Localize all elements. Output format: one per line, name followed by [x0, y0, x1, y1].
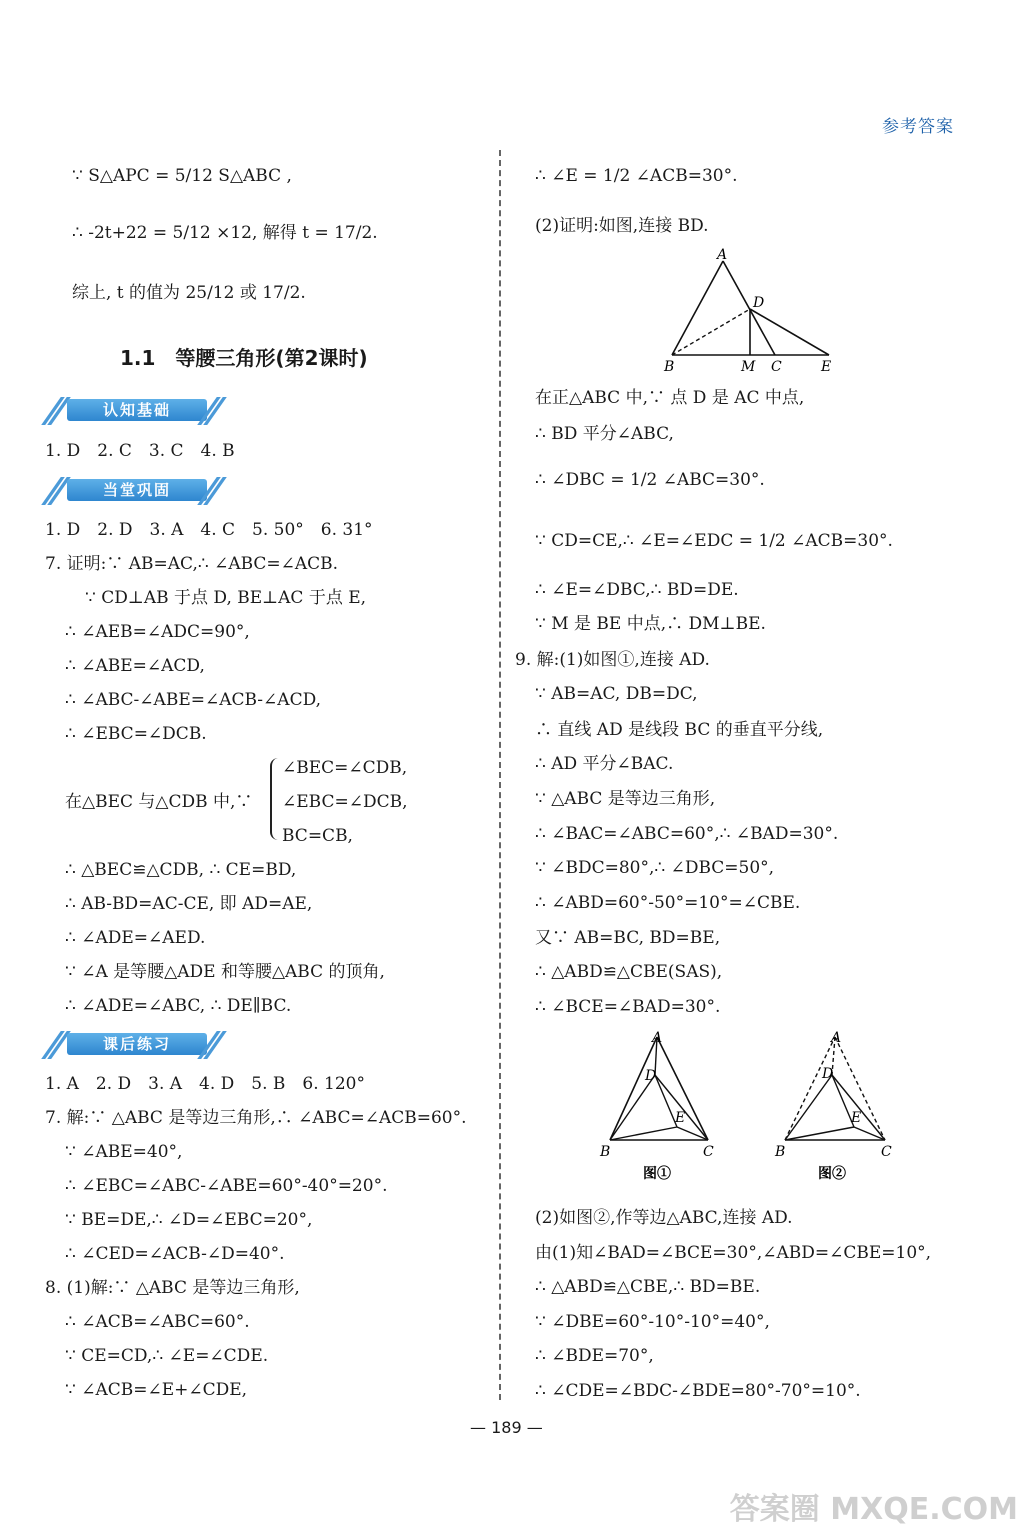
banner-after-class: [45, 1031, 217, 1059]
page-number: — 189 —: [470, 1418, 543, 1437]
text-line: ∴ ∠E = 1/2 ∠ACB=30°.: [535, 166, 738, 186]
text-line: ∴ AD 平分∠BAC.: [535, 754, 674, 774]
section-title: 1.1 等腰三角形(第2课时): [120, 346, 368, 370]
watermark: 答案圈 MXQE.COM: [729, 1492, 1018, 1527]
banner-basic: [45, 397, 217, 425]
text-line: 7. 证明:∵ AB=AC,∴ ∠ABC=∠ACB.: [45, 554, 339, 574]
column-divider: [499, 150, 501, 1400]
text-line: 1. D 2. C 3. C 4. B: [45, 441, 235, 461]
banner-practice: [45, 477, 217, 505]
brace: [270, 758, 280, 840]
text-line: ∴ 直线 AD 是线段 BC 的垂直平分线,: [535, 720, 824, 740]
header-label: 参考答案: [882, 117, 954, 137]
text-line: ∠BEC=∠CDB,: [282, 758, 408, 778]
text-line: ∴ BD 平分∠ABC,: [535, 424, 674, 444]
point-label: B: [664, 359, 675, 375]
point-label: E: [821, 359, 832, 375]
text-line: 在△BEC 与△CDB 中,∵: [65, 792, 253, 812]
text-line: 9. 解:(1)如图①,连接 AD.: [515, 650, 710, 670]
text-line: ∴ AB-BD=AC-CE, 即 AD=AE,: [65, 894, 313, 914]
text-line: 又∵ AB=BC, BD=BE,: [535, 928, 721, 948]
text-line: ∴ ∠ADE=∠AED.: [65, 928, 206, 948]
text-line: ∵ S△APC = 5/12 S△ABC ,: [72, 166, 292, 186]
text-line: ∴ ∠ABC-∠ABE=∠ACB-∠ACD,: [65, 690, 322, 710]
point-label: A: [652, 1030, 663, 1046]
text-line: 1. D 2. D 3. A 4. C 5. 50° 6. 31°: [45, 520, 373, 540]
text-line: ∴ ∠ACB=∠ABC=60°.: [65, 1312, 250, 1332]
text-line: 综上, t 的值为 25/12 或 17/2.: [72, 283, 306, 303]
figure-two-triangles: [595, 1030, 905, 1185]
point-label: D: [753, 295, 765, 311]
point-label: D: [822, 1066, 834, 1082]
point-label: M: [741, 359, 756, 375]
text-line: ∴ ∠EBC=∠ABC-∠ABE=60°-40°=20°.: [65, 1176, 388, 1196]
text-line: ∵ BE=DE,∴ ∠D=∠EBC=20°,: [65, 1210, 313, 1230]
point-label: C: [771, 359, 782, 375]
text-line: ∴ △ABD≌△CBE(SAS),: [535, 962, 723, 982]
text-line: ∴ △ABD≌△CBE,∴ BD=BE.: [535, 1277, 761, 1297]
text-line: ∴ ∠DBC = 1/2 ∠ABC=30°.: [535, 470, 765, 490]
text-line: ∠EBC=∠DCB,: [282, 792, 408, 812]
text-line: 在正△ABC 中,∵ 点 D 是 AC 中点,: [535, 388, 805, 408]
text-line: ∴ ∠CED=∠ACB-∠D=40°.: [65, 1244, 285, 1264]
text-line: 7. 解:∵ △ABC 是等边三角形,∴ ∠ABC=∠ACB=60°.: [45, 1108, 467, 1128]
text-line: (2)如图②,作等边△ABC,连接 AD.: [535, 1208, 793, 1228]
text-line: ∵ ∠DBE=60°-10°-10°=40°,: [535, 1312, 770, 1332]
text-line: ∴ -2t+22 = 5/12 ×12, 解得 t = 17/2.: [72, 223, 378, 243]
text-line: ∴ ∠AEB=∠ADC=90°,: [65, 622, 250, 642]
point-label: E: [851, 1110, 862, 1126]
banner-label: 认知基础: [67, 399, 207, 421]
text-line: ∴ △BEC≌△CDB, ∴ CE=BD,: [65, 860, 297, 880]
point-label: C: [881, 1144, 892, 1160]
text-line: ∴ ∠ABE=∠ACD,: [65, 656, 205, 676]
point-label: E: [675, 1110, 686, 1126]
point-label: A: [717, 247, 728, 263]
text-line: 8. (1)解:∵ △ABC 是等边三角形,: [45, 1278, 300, 1298]
text-line: ∴ ∠BAC=∠ABC=60°,∴ ∠BAD=30°.: [535, 824, 839, 844]
point-label: D: [645, 1068, 657, 1084]
text-line: 1. A 2. D 3. A 4. D 5. B 6. 120°: [45, 1074, 365, 1094]
text-line: ∴ ∠CDE=∠BDC-∠BDE=80°-70°=10°.: [535, 1381, 861, 1401]
text-line: ∵ △ABC 是等边三角形,: [535, 789, 716, 809]
point-label: A: [831, 1030, 842, 1046]
text-line: ∵ CD=CE,∴ ∠E=∠EDC = 1/2 ∠ACB=30°.: [535, 531, 893, 551]
point-label: B: [775, 1144, 786, 1160]
text-line: ∴ ∠BDE=70°,: [535, 1346, 654, 1366]
text-line: ∵ AB=AC, DB=DC,: [535, 684, 698, 704]
text-line: ∵ M 是 BE 中点,∴ DM⊥BE.: [535, 614, 766, 634]
point-label: C: [703, 1144, 714, 1160]
figure-caption: 图①: [643, 1166, 671, 1182]
text-line: ∵ ∠BDC=80°,∴ ∠DBC=50°,: [535, 858, 775, 878]
text-line: ∵ ∠ABE=40°,: [65, 1142, 183, 1162]
text-line: BC=CB,: [282, 826, 353, 846]
text-line: ∴ ∠E=∠DBC,∴ BD=DE.: [535, 580, 739, 600]
point-label: B: [600, 1144, 611, 1160]
text-line: ∵ ∠A 是等腰△ADE 和等腰△ABC 的顶角,: [65, 962, 385, 982]
text-line: ∵ CD⊥AB 于点 D, BE⊥AC 于点 E,: [85, 588, 367, 608]
figure-triangle-abc-e: [655, 245, 995, 380]
text-line: ∵ ∠ACB=∠E+∠CDE,: [65, 1380, 248, 1400]
text-line: 由(1)知∠BAD=∠BCE=30°,∠ABD=∠CBE=10°,: [535, 1243, 932, 1263]
banner-label: 课后练习: [67, 1033, 207, 1055]
text-line: ∴ ∠ADE=∠ABC, ∴ DE∥BC.: [65, 996, 292, 1016]
figure-caption: 图②: [818, 1166, 846, 1182]
text-line: ∴ ∠EBC=∠DCB.: [65, 724, 207, 744]
text-line: (2)证明:如图,连接 BD.: [535, 216, 709, 236]
text-line: ∴ ∠ABD=60°-50°=10°=∠CBE.: [535, 893, 801, 913]
banner-label: 当堂巩固: [67, 479, 207, 501]
text-line: ∵ CE=CD,∴ ∠E=∠CDE.: [65, 1346, 269, 1366]
text-line: ∴ ∠BCE=∠BAD=30°.: [535, 997, 721, 1017]
